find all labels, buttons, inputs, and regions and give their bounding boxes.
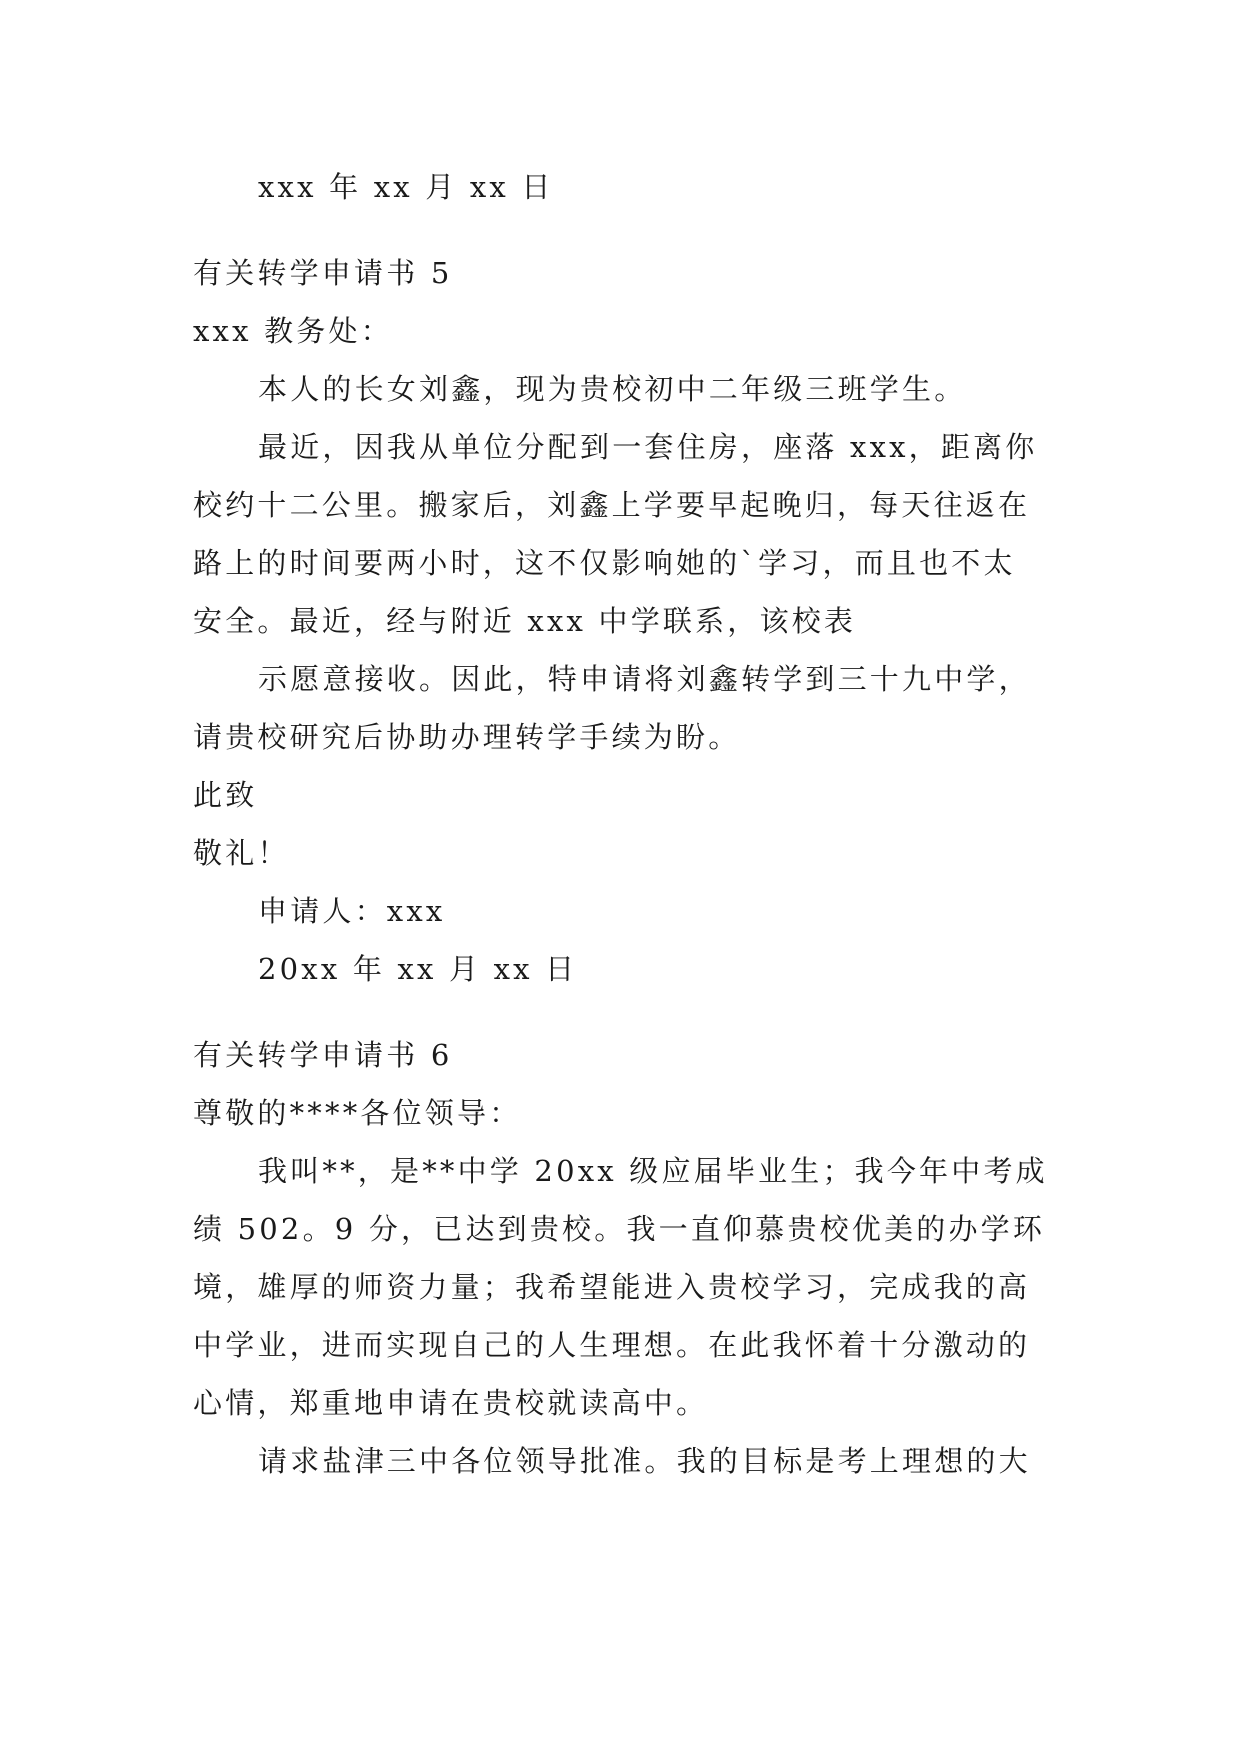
closing-line: 敬礼！ [193, 836, 290, 870]
salutation-line: 尊敬的****各位领导： [193, 1096, 522, 1130]
paragraph-line: 境，雄厚的师资力量；我希望能进入贵校学习，完成我的高 [193, 1270, 1031, 1304]
paragraph-line: 中学业，进而实现自己的人生理想。在此我怀着十分激动的 [193, 1328, 1031, 1362]
paragraph-line: 请贵校研究后协助办理转学手续为盼。 [193, 720, 741, 754]
signature-date-line: xxx 年 xx 月 xx 日 [258, 170, 554, 204]
paragraph-line: 绩 502。9 分，已达到贵校。我一直仰慕贵校优美的办学环 [193, 1212, 1046, 1246]
paragraph-line: 安全。最近，经与附近 xxx 中学联系，该校表 [193, 604, 857, 638]
paragraph-line: 我叫**，是**中学 20xx 级应届毕业生；我今年中考成 [258, 1154, 1048, 1188]
section-title-6: 有关转学申请书 6 [193, 1038, 453, 1072]
closing-line: 此致 [193, 778, 258, 812]
paragraph-line: 心情，郑重地申请在贵校就读高中。 [193, 1386, 709, 1420]
salutation-line: xxx 教务处： [193, 314, 393, 348]
section-title-5: 有关转学申请书 5 [193, 256, 453, 290]
applicant-line: 申请人：xxx [258, 894, 446, 928]
paragraph-line: 校约十二公里。搬家后，刘鑫上学要早起晚归，每天往返在 [193, 488, 1031, 522]
paragraph-line: 最近，因我从单位分配到一套住房，座落 xxx，距离你 [258, 430, 1038, 464]
paragraph-line: 请求盐津三中各位领导批准。我的目标是考上理想的大 [258, 1444, 1031, 1478]
paragraph-line: 路上的时间要两小时，这不仅影响她的`学习，而且也不太 [193, 546, 1016, 580]
signature-date-line: 20xx 年 xx 月 xx 日 [258, 952, 578, 986]
paragraph-line: 本人的长女刘鑫，现为贵校初中二年级三班学生。 [258, 372, 967, 406]
paragraph-line: 示愿意接收。因此，特申请将刘鑫转学到三十九中学， [258, 662, 1031, 696]
